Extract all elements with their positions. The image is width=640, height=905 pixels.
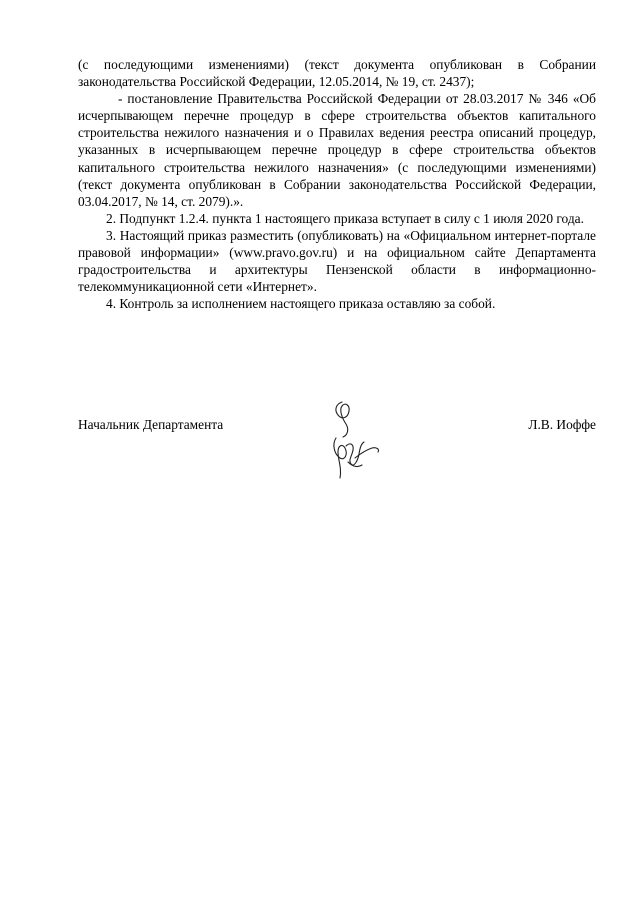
signatory-name: Л.В. Иоффе [528,417,596,432]
paragraph-government-decree: - постановление Правительства Российской Федерации от 28.03.2017 № 346 «Об исчерпывающем перечне процедур в сфере строительства объектов капитального строительства нежилого назначения и о Правилах ведения реестра описаний процедур, указанных в исчерпывающем перечне процедур в сфере строительства объектов капитального строительства нежилого назначения» (с последующими изменениями) (текст документа опубликован в Собрании законодательства Российской Федерации, 03.04.2017, № 14, ст. 2079).». [78,91,596,209]
paragraph-item-2: 2. Подпункт 1.2.4. пункта 1 настоящего приказа вступает в силу с 1 июля 2020 года. [106,210,584,226]
document-body [78,56,596,312]
handwritten-signature-icon [318,398,386,492]
paragraph-item-4: 4. Контроль за исполнением настоящего приказа оставляю за собой. [106,296,496,312]
paragraph-amendments-note: (с последующими изменениями) (текст документа опубликован в Собрании законодательства Российской Федерации, 12.05.2014, № 19, ст. 2437); [78,57,596,90]
paragraph-item-3: 3. Настоящий приказ разместить (опубликовать) на «Официальном интернет-портале правовой информации» (www.pravo.gov.ru) и на официальном сайте Департамента градостроительства и архитектуры Пензенской области в информационно-телекоммуникационной сети «Интернет». [78,227,596,295]
signatory-title: Начальник Департамента [78,417,224,432]
